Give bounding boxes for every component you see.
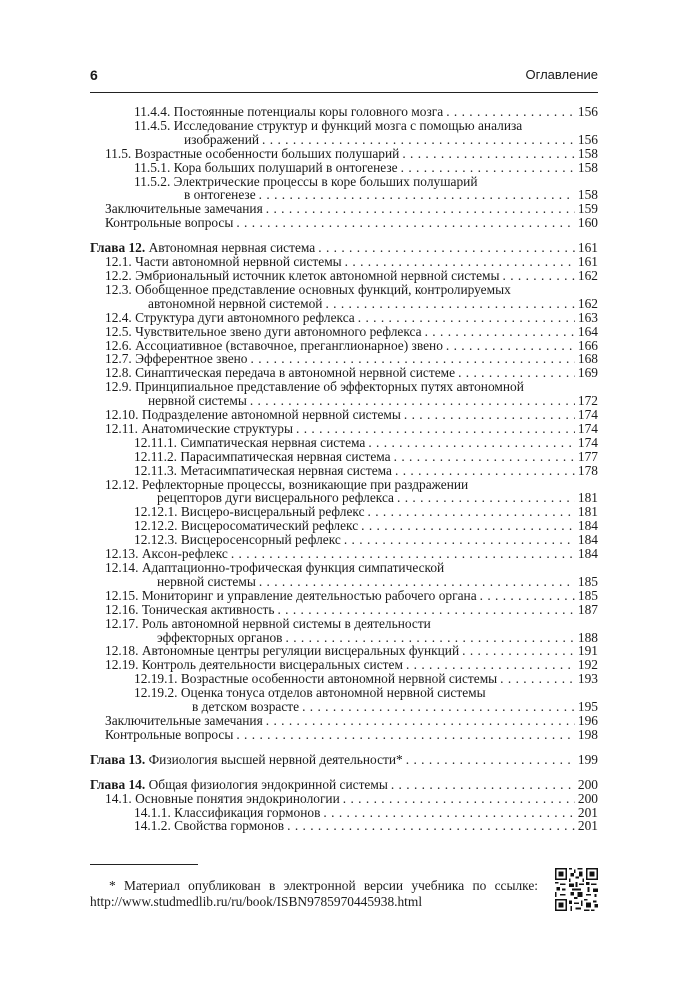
toc-page-number: 185 [577, 573, 598, 589]
toc-entry-title [105, 147, 399, 161]
toc-entry-title [105, 366, 455, 380]
toc-entry-row [105, 202, 598, 216]
toc-entry-row [134, 819, 598, 833]
toc-entry-line: 12.19.2. Оценка тонуса отделов автономной нервной системы [134, 685, 486, 701]
toc-entry-title [192, 700, 299, 714]
toc-entry-title [105, 408, 401, 422]
dot-leader [236, 216, 575, 230]
toc-entry-text: 12.19. Контроль деятельности висцеральных систем [105, 657, 403, 673]
toc-page-number: 201 [577, 804, 598, 820]
toc-entry-row [105, 491, 598, 505]
toc-entry[interactable] [90, 658, 598, 672]
dot-leader [277, 603, 574, 617]
dot-leader [323, 806, 574, 820]
toc-entry-text: 12.10. Подразделение автономной нервной системы [105, 407, 401, 423]
toc-entry-title [90, 241, 315, 255]
toc-entry-line: 12.3. Обобщенное представление основных функций, контролируемых [105, 281, 511, 297]
toc-entry-title [134, 505, 365, 519]
toc-entry-title [105, 658, 403, 672]
toc-entry-title [105, 325, 422, 339]
dot-leader [480, 589, 575, 603]
toc-entry-title [157, 491, 394, 505]
toc-entry-row [105, 147, 598, 161]
qr-code-icon [555, 868, 598, 911]
dot-leader [368, 436, 575, 450]
toc-entry-row [134, 450, 598, 464]
toc-entry[interactable] [90, 533, 598, 547]
toc-page-number: 195 [577, 699, 598, 715]
dot-leader [425, 325, 575, 339]
toc-entry-title [105, 714, 263, 728]
dot-leader [458, 366, 575, 380]
toc-entry-title [148, 297, 322, 311]
toc-page-number: 174 [577, 434, 598, 450]
dot-leader [401, 161, 575, 175]
toc-entry[interactable] [90, 161, 598, 175]
toc-entry[interactable] [90, 366, 598, 380]
toc-chapter-entry[interactable] [90, 753, 598, 767]
toc-entry-title [134, 519, 358, 533]
toc-page-number: 200 [577, 776, 598, 792]
dot-leader [391, 778, 575, 792]
section-title: Оглавление [525, 67, 598, 82]
toc-entry[interactable] [90, 325, 598, 339]
toc-page-number: 169 [577, 365, 598, 381]
toc-entry-text: 12.16. Тоническая активность [105, 601, 275, 617]
toc-page-number: 164 [577, 323, 598, 339]
toc-entry[interactable] [90, 255, 598, 269]
dot-leader [344, 533, 575, 547]
toc-entry-row [105, 603, 598, 617]
dot-leader [343, 792, 575, 806]
toc-entry-text: Заключительные замечания [105, 201, 263, 217]
toc-page-number: 192 [577, 657, 598, 673]
toc-entry[interactable] [90, 505, 598, 519]
dot-leader [266, 714, 575, 728]
toc-entry-title [157, 631, 283, 645]
toc-entry-row [105, 297, 598, 311]
dot-leader [500, 672, 575, 686]
toc-entry-title [105, 728, 233, 742]
toc-entry-row [90, 241, 598, 255]
toc-page-number: 178 [577, 462, 598, 478]
toc-entry[interactable] [90, 672, 598, 686]
toc-entry-text: 12.12.2. Висцеросоматический рефлекс [134, 518, 359, 534]
toc-entry-row [134, 464, 598, 478]
toc-entry[interactable] [90, 561, 598, 589]
toc-entry[interactable] [90, 728, 598, 742]
toc-page-number: 198 [577, 726, 598, 742]
toc-entry-text: Контрольные вопросы [105, 215, 234, 231]
toc-entry-text: 12.5. Чувствительное звено дуги автономного рефлекса [105, 323, 422, 339]
toc-entry-text: 11.4.4. Постоянные потенциалы коры головного мозга [134, 104, 444, 119]
toc-page-number: 193 [577, 671, 598, 687]
toc-entry-text: 12.11. Анатомические структуры [105, 420, 293, 436]
toc-entry[interactable] [90, 478, 598, 506]
toc-page-number: 199 [577, 751, 598, 767]
toc-page-number: 161 [577, 254, 598, 270]
toc-entry-row [134, 188, 598, 202]
toc-page-number: 160 [577, 215, 598, 231]
toc-entry-text: 12.18. Автономные центры регуляции висцеральных функций [105, 643, 460, 659]
toc-entry-row [105, 339, 598, 353]
toc-page-number: 162 [577, 295, 598, 311]
toc-entry[interactable] [90, 408, 598, 422]
toc-page-number: 174 [577, 420, 598, 436]
toc-page-number: 156 [577, 131, 598, 147]
toc-page-number: 196 [577, 712, 598, 728]
toc-entry-title [134, 533, 341, 547]
toc-page-number: 184 [577, 532, 598, 548]
toc-entry[interactable] [90, 806, 598, 820]
toc-entry-row [105, 408, 598, 422]
toc-entry-row [105, 714, 598, 728]
toc-chapter-entry[interactable] [90, 778, 598, 792]
toc-entry-row [105, 216, 598, 230]
dot-leader [231, 547, 575, 561]
toc-entry-title [148, 394, 247, 408]
dot-leader [325, 297, 574, 311]
toc-entry-text: автономной нервной системой [148, 295, 323, 311]
toc-page-number: 163 [577, 309, 598, 325]
toc-entry-text: Контрольные вопросы [105, 726, 234, 742]
dot-leader [286, 631, 575, 645]
dot-leader [251, 352, 575, 366]
toc-entry-text: 12.2. Эмбриональный источник клеток автономной нервной системы [105, 267, 500, 283]
toc-entry[interactable] [90, 450, 598, 464]
toc-entry[interactable] [90, 603, 598, 617]
table-of-contents [90, 105, 598, 833]
running-header [90, 67, 598, 87]
toc-entry[interactable] [90, 519, 598, 533]
dot-leader [395, 464, 575, 478]
toc-entry[interactable] [90, 147, 598, 161]
header-rule [90, 92, 598, 93]
toc-entry-text: 12.11.1. Симпатическая нервная система [134, 434, 366, 450]
toc-entry[interactable] [90, 119, 598, 147]
toc-entry[interactable] [90, 819, 598, 833]
toc-entry-row [134, 505, 598, 519]
toc-entry[interactable] [90, 686, 598, 714]
toc-entry-row [134, 161, 598, 175]
toc-entry[interactable] [90, 216, 598, 230]
toc-entry-row [134, 519, 598, 533]
toc-entry-row [105, 394, 598, 408]
toc-entry-title [134, 672, 497, 686]
toc-page-number: 200 [577, 790, 598, 806]
toc-entry-line: 12.9. Принципиальное представление об эффекторных путях автономной [105, 379, 524, 395]
toc-entry-title [184, 188, 256, 202]
toc-entry-title [105, 603, 274, 617]
dot-leader [361, 519, 575, 533]
toc-page-number: 177 [577, 448, 598, 464]
toc-entry-title [90, 753, 403, 767]
toc-entry-text: 12.15. Мониторинг и управление деятельностью рабочего органа [105, 587, 477, 603]
toc-entry-row [105, 547, 598, 561]
toc-entry-line: 11.5.2. Электрические процессы в коре больших полушарий [134, 173, 478, 189]
toc-entry-text: 12.4. Структура дуги автономного рефлекса [105, 309, 355, 325]
toc-entry-row [134, 700, 598, 714]
toc-page-number: 162 [577, 267, 598, 283]
dot-leader [402, 147, 575, 161]
dot-leader [345, 255, 575, 269]
chapter-label: Глава 14. [90, 776, 146, 792]
toc-page-number: 185 [577, 587, 598, 603]
toc-chapter-entry[interactable] [90, 241, 598, 255]
toc-entry-text: Общая физиология эндокринной системы [148, 776, 388, 792]
toc-entry-line: 12.17. Роль автономной нервной системы в деятельности [105, 615, 431, 631]
toc-entry[interactable] [90, 436, 598, 450]
toc-entry-text: нервной системы [148, 393, 247, 409]
toc-entry-text: 12.7. Эфферентное звено [105, 351, 248, 367]
toc-entry-title [90, 778, 388, 792]
toc-entry[interactable] [90, 422, 598, 436]
toc-entry-line: 12.14. Адаптационно-трофическая функция симпатической [105, 560, 445, 575]
toc-page-number: 184 [577, 518, 598, 534]
toc-entry-row [134, 133, 598, 147]
dot-leader [446, 339, 575, 353]
toc-entry-text: 14.1.2. Свойства гормонов [134, 818, 285, 834]
toc-page-number: 158 [577, 187, 598, 203]
toc-entry-text: в детском возрасте [192, 699, 300, 715]
toc-page-number: 184 [577, 546, 598, 562]
dot-leader [446, 105, 575, 119]
toc-entry-row [105, 575, 598, 589]
toc-page-number: 181 [577, 490, 598, 506]
toc-entry[interactable] [90, 339, 598, 353]
toc-entry-text: 12.19.1. Возрастные особенности автономной нервной системы [134, 671, 498, 687]
toc-entry-row [105, 792, 598, 806]
dot-leader [236, 728, 575, 742]
toc-entry[interactable] [90, 547, 598, 561]
toc-entry-title [105, 255, 342, 269]
dot-leader [259, 575, 575, 589]
toc-entry-text: в онтогенезе [184, 187, 256, 203]
toc-entry-line: 12.12. Рефлекторные процессы, возникающие при раздражении [105, 476, 469, 492]
chapter-label: Глава 13. [90, 751, 146, 767]
toc-entry-text: 12.13. Аксон-рефлекс [105, 546, 228, 562]
toc-entry-row [105, 422, 598, 436]
toc-entry-title [134, 464, 392, 478]
toc-entry[interactable] [90, 792, 598, 806]
toc-entry-text: 12.12.1. Висцеро-висцеральный рефлекс [134, 504, 365, 520]
page-number: 6 [90, 67, 98, 83]
dot-leader [462, 644, 575, 658]
toc-entry-title [105, 352, 248, 366]
toc-entry[interactable] [90, 352, 598, 366]
toc-entry-text: 14.1. Основные понятия эндокринологии [105, 790, 340, 806]
toc-entry-row [105, 658, 598, 672]
dot-leader [250, 394, 575, 408]
toc-entry-row [105, 311, 598, 325]
toc-entry-text: рецепторов дуги висцерального рефлекса [157, 490, 395, 506]
toc-entry-text: 12.11.3. Метасимпатическая нервная система [134, 462, 392, 478]
toc-entry-title [134, 161, 398, 175]
toc-entry-title [105, 792, 340, 806]
dot-leader [394, 450, 575, 464]
toc-page-number: 172 [577, 393, 598, 409]
toc-page-number: 187 [577, 601, 598, 617]
toc-entry-title [157, 575, 256, 589]
toc-entry-row [134, 533, 598, 547]
toc-entry-text: 11.5. Возрастные особенности больших полушарий [105, 145, 400, 161]
toc-entry[interactable] [90, 464, 598, 478]
toc-entry-row [105, 631, 598, 645]
dot-leader [406, 753, 575, 767]
toc-entry[interactable] [90, 589, 598, 603]
dot-leader [296, 422, 575, 436]
toc-entry-title [184, 133, 259, 147]
toc-entry-title [105, 589, 477, 603]
toc-entry-title [134, 105, 443, 119]
toc-entry-text: Физиология высшей нервной деятельности* [148, 751, 403, 767]
toc-entry-text: 12.12.3. Висцеросенсорный рефлекс [134, 532, 341, 548]
toc-entry-row [105, 325, 598, 339]
toc-entry-row [134, 672, 598, 686]
toc-page-number: 161 [577, 240, 598, 256]
toc-entry-title [105, 216, 233, 230]
toc-entry-text: 11.5.1. Кора больших полушарий в онтогенезе [134, 159, 398, 175]
toc-entry-row [90, 778, 598, 792]
toc-entry-title [105, 644, 459, 658]
toc-entry-row [105, 255, 598, 269]
toc-entry-line: 11.4.5. Исследование структур и функций мозга с помощью анализа [134, 117, 523, 133]
dot-leader [266, 202, 575, 216]
toc-entry-row [105, 269, 598, 283]
toc-page-number: 201 [577, 818, 598, 834]
toc-entry-text: 12.8. Синаптическая передача в автономной нервной системе [105, 365, 456, 381]
toc-entry[interactable] [90, 202, 598, 216]
toc-entry[interactable] [90, 644, 598, 658]
toc-entry-text: нервной системы [157, 573, 256, 589]
toc-entry-text: 12.1. Части автономной нервной системы [105, 254, 342, 270]
toc-entry-row [105, 366, 598, 380]
toc-entry-text: эффекторных органов [157, 629, 283, 645]
toc-entry-text: 12.6. Ассоциативное (вставочное, преганглионарное) звено [105, 337, 443, 353]
toc-entry-title [134, 436, 365, 450]
toc-entry-row [134, 105, 598, 119]
toc-page-number: 174 [577, 407, 598, 423]
toc-entry[interactable] [90, 283, 598, 311]
toc-entry[interactable] [90, 105, 598, 119]
toc-entry-title [134, 819, 284, 833]
toc-page-number: 158 [577, 145, 598, 161]
toc-entry-title [105, 311, 355, 325]
toc-entry[interactable] [90, 311, 598, 325]
toc-entry-text: 12.11.2. Парасимпатическая нервная система [134, 448, 391, 464]
dot-leader [287, 819, 575, 833]
toc-entry-row [105, 352, 598, 366]
toc-page-number: 166 [577, 337, 598, 353]
chapter-label: Глава 12. [90, 240, 146, 256]
toc-entry[interactable] [90, 380, 598, 408]
toc-entry-row [90, 753, 598, 767]
toc-page-number: 156 [577, 104, 598, 119]
dot-leader [302, 700, 575, 714]
footnote-rule [90, 864, 198, 865]
toc-entry[interactable] [90, 617, 598, 645]
dot-leader [503, 269, 575, 283]
toc-entry-text: изображений [184, 131, 260, 147]
toc-entry-row [105, 644, 598, 658]
toc-entry[interactable] [90, 175, 598, 203]
dot-leader [406, 658, 575, 672]
toc-page-number: 168 [577, 351, 598, 367]
toc-page-number: 191 [577, 643, 598, 659]
toc-entry-row [105, 589, 598, 603]
toc-entry-title [105, 339, 443, 353]
toc-entry-row [134, 436, 598, 450]
toc-entry-title [105, 547, 228, 561]
toc-entry-text: Автономная нервная система [148, 240, 316, 256]
toc-entry-title [105, 422, 293, 436]
toc-entry-text: 14.1.1. Классификация гормонов [134, 804, 321, 820]
toc-entry-row [105, 728, 598, 742]
toc-page-number: 159 [577, 201, 598, 217]
toc-entry-text: Заключительные замечания [105, 712, 263, 728]
dot-leader [404, 408, 575, 422]
toc-entry-title [105, 202, 263, 216]
toc-entry-title [105, 269, 500, 283]
toc-entry-row [134, 806, 598, 820]
toc-entry[interactable] [90, 269, 598, 283]
dot-leader [358, 311, 575, 325]
toc-page-number: 181 [577, 504, 598, 520]
dot-leader [397, 491, 575, 505]
toc-entry-title [134, 806, 320, 820]
dot-leader [368, 505, 575, 519]
footnote: * Материал опубликован в электронной версии учебника по ссылке: http://www.studmedlib.ru/ru/book/ISBN9785970445938.html [90, 878, 538, 909]
dot-leader [262, 133, 575, 147]
toc-entry[interactable] [90, 714, 598, 728]
dot-leader [318, 241, 575, 255]
toc-page-number: 188 [577, 629, 598, 645]
toc-entry-title [134, 450, 391, 464]
dot-leader [259, 188, 575, 202]
toc-page-number: 158 [577, 159, 598, 175]
